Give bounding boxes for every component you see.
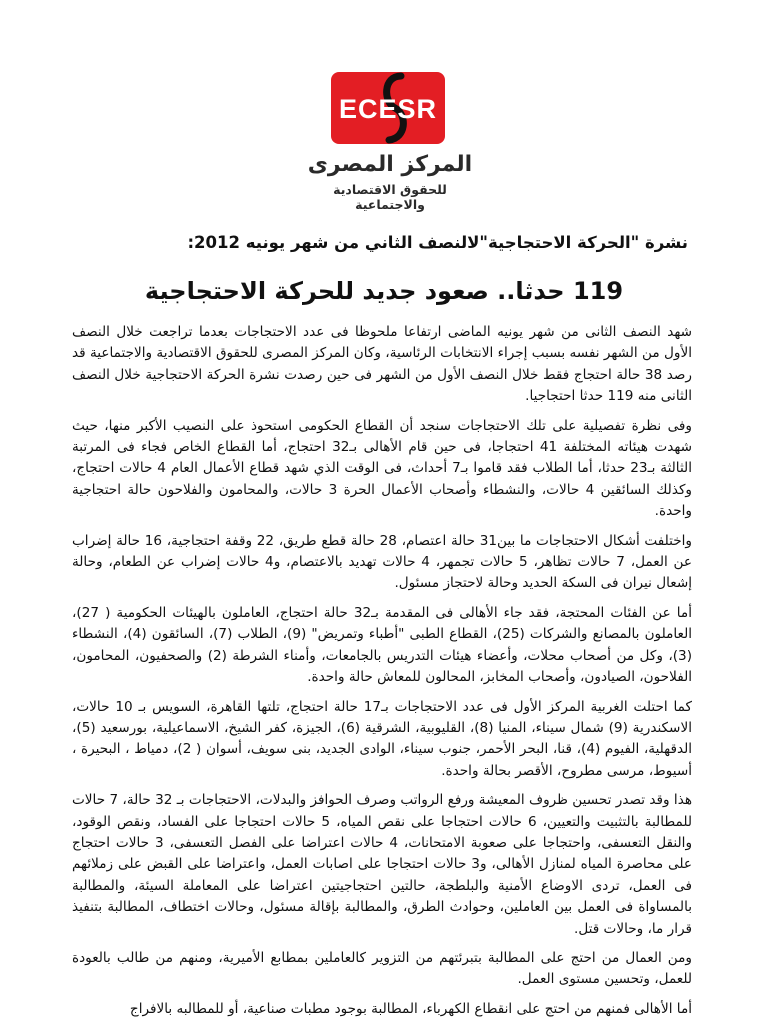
logo-abbr: ECESR — [338, 94, 438, 124]
paragraph: ومن العمال من احتج على المطالبة بتبرئتهم من التزوير كالعاملين بمطابع الأميرية، ومنهم من طالب بالعودة للعمل، وتحسين مستوى العمل. — [72, 949, 692, 988]
paragraph: شهد النصف الثانى من شهر يونيه الماضى ارتفاعا ملحوظا فى عدد الاحتجاجات بعدما تراجعت خلال النصف الأول من الشهر نفسه بسبب إجراء الانتخابات الرئاسية، وكان المركز المصرى للحقوق الاقتصادية والاجتماعية قد رصد 38 حالة احتجاج فقط خلال النصف الأول من الشهر فى حين رصدت نشرة الحركة الاحتجاجية خلال النصف الثانى منه 119 حدثا احتجاجيا. — [72, 324, 692, 405]
article-body — [72, 322, 692, 1028]
logo-org-name: المركز المصرى — [307, 152, 473, 177]
paragraph: أما عن الفئات المحتجة، فقد جاء الأهالى فى المقدمة بـ32 حالة احتجاج، العاملون بالهيئات الحكومية ( 27)، العاملون بالمصانع والشركات (25)، القطاع الطبى "أطباء وتمريض" (9)، الطلاب (7)، السائقون (4)، النشطاء (3)، وكل من أصحاب محلات، وأعضاء هيئات التدريس بالجامعات، وأمناء الشرطة (2) والصحفيون، المحامون، الفلاحون، الصيادون، وأصحاب المخابز، المحالون للمعاش حالة واحدة. — [72, 604, 693, 686]
paragraph: واختلفت أشكال الاحتجاجات ما بين31 حالة اعتصام، 28 حالة قطع طريق، 22 وقفة احتجاجية، 16 حالة إضراب عن العمل، 7 حالات تظاهر، 5 حالات تجمهر، 4 حالات تهديد بالاعتصام، و4 حالات إضراب عن الطعام، وحالة إشعال نيران فى السكة الحديد وحالة لاحتجاز مسئول. — [72, 532, 693, 592]
paragraph: وفى نظرة تفصيلية على تلك الاحتجاجات سنجد أن القطاع الحكومى استحوذ على النصيب الأكبر منها، حيث شهدت هيئاته المختلفة 41 احتجاجا، فى حين قام الأهالى بـ32 احتجاج، أما القطاع الخاص فجاء فى المرتبة الثالثة بـ23 حدثا، أما الطلاب فقد قاموا بـ7 أحداث، فى الوقت الذي شهد قطاع الأعمال العام 4 حالات احتجاج، وكذلك السائقين 4 حالات، والنشطاء وأصحاب الأعمال الحرة 3 حالات، والمحامون والفلاحون حالة احتجاجية واحدة. — [72, 417, 692, 520]
bulletin-title: نشرة "الحركة الاحتجاجية"لالنصف الثاني من شهر يونيه 2012: — [187, 233, 688, 252]
headline: 119 حدثا.. صعود جديد للحركة الاحتجاجية — [144, 277, 624, 305]
ecesr-logo — [300, 70, 480, 210]
paragraph: هذا وقد تصدر تحسين ظروف المعيشة ورفع الرواتب وصرف الحوافز والبدلات، الاحتجاجات بـ 32 حالة، 7 حالات للمطالبة بالتثبيت والتعيين، 6 حالات احتجاجا على نقص المياه، 5 حالات احتجاجا على الفساد، ونقص الوقود، والنقل التعسفى، واحتجاجا على صعوبة الامتحانات، 4 حالات اعتراضا على الفصل التعسفى، 3 حالات احتجاج على محاصرة المياه لمنازل الأهالى، و3 حالات احتجاجا على اصابات العمل، واعتراضا على القبض على زملائهم فى العمل، تردى الاوضاع الأمنية والبلطجة، حالتين احتجاجيتين اعتراضا على المعاملة السيئة، والمطالبة بالمساواة فى العمل بين العاملين، وحوادث الطرق، والمطالبة بإقالة مسئول، وحالات اختطاف، المطالبة بتنفيذ قرار ما، وحالات قتل. — [72, 792, 693, 937]
logo-red-box — [331, 72, 445, 144]
paragraph: أما الأهالى فمنهم من احتج على انقطاع الكهرباء، المطالبة بوجود مطبات صناعية، أو للمطالبه بالافراج — [129, 1000, 692, 1017]
logo-org-subtitle: للحقوق الاقتصادية والاجتماعية — [333, 182, 447, 212]
paragraph: كما احتلت الغربية المركز الأول فى عدد الاحتجاجات بـ17 حالة احتجاج، تلتها القاهرة، السويس بـ 10 حالات، الاسكندرية (9) شمال سيناء، المنيا (8)، القليوبية، الشرقية (6)، الجيزة، كفر الشيخ، الاسماعيلية، بورسعيد (5)، الدقهلية، الفيوم (4)، قنا، البحر الأحمر، جنوب سيناء، الوادى الجديد، بنى سويف، أسوان ( 2)، دمياط ، البحيرة ، أسيوط، مرسى مطروح، الأقصر بحالة واحدة. — [72, 698, 692, 779]
